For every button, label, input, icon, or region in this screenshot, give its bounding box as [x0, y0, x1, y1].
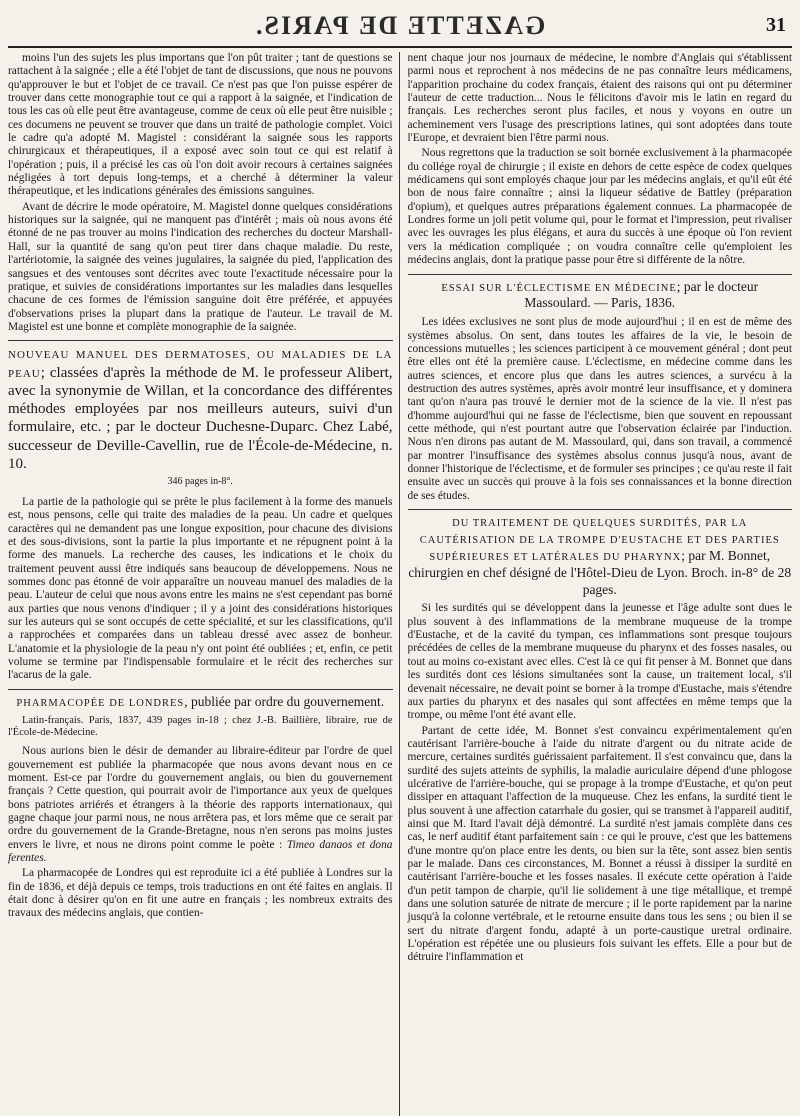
section-divider	[8, 689, 393, 690]
right-column	[400, 52, 793, 1116]
review-title-rest: , publiée par ordre du gouvernement.	[184, 693, 385, 709]
review-title-pharmacopee	[8, 694, 393, 711]
paragraph: La pharmacopée de Londres qui est reproduite ici a été publiée à Londres sur la fin de 1836, et déjà depuis ce temps, trois traductions en ont été faites en anglais. Il était donc à désirer qu'on en fit une autre en français ; les nombreux extraits des travaux des médecins anglais, que contien-	[8, 867, 393, 920]
paragraph: Les idées exclusives ne sont plus de mode aujourd'hui ; il en est de même des systèmes absolus. On sent, dans toutes les affaires de la vie, le besoin de concessions mutuelles ; les sciences participent à ce mouvement général ; dont peut être elles ont été la première cause. L'éclectisme, en médecine comme dans les autres sciences, et encore plus que dans les autres sciences, a survécu à la destruction des autres systèmes, après avoir montré leur insuffisance, et y dominera tant qu'on n'aura pas trouvé le dernier mot de la science de la vie. Il n'est pas d'homme aujourd'hui qui ne fasse de l'éclectisme, bien que souvent en repoussant cette méthode, qui n'est pourtant autre que l'observation éclairée par l'induction. Nous n'en dirons pas autant de M. Massoulard, qui, dans son travail, a commencé par montrer l'insuffisance des systèmes absolus connus jusqu'à nous, avant de donner l'historique de l'éclectisme, et de formuler ses principes ; ce qu'au reste il fait ensuite avec un succès qui prouve à la fois ses connaissances et la bonne direction de ses études.	[407, 316, 792, 502]
review-title-rest: ; par le docteur Massoulard. — Paris, 1836.	[524, 278, 759, 311]
page-number: 31	[766, 14, 786, 36]
review-title-eclectisme	[408, 279, 793, 313]
section-divider	[408, 509, 793, 510]
page-header	[8, 6, 792, 48]
left-column	[8, 52, 400, 1116]
review-title-caps: DU TRAITEMENT DE QUELQUES SURDITÉS, PAR LA CAUTÉRISATION DE LA TROMPE D'EUSTACHE ET DES PARTIES SUPÉRIEURES ET LATÉRALES DU PHARYNX	[419, 518, 780, 563]
review-title-surdites	[408, 514, 793, 598]
paragraph: moins l'un des sujets les plus importans que l'on pût traiter ; tant de questions se rattachent à la saignée ; elle a été l'objet de tant de discussions, que nous ne pouvons qu'approuver le but et l'objet de ce travail. Ce n'est pas que l'on puisse espérer de trouver dans cette monographie tout ce qui a rapport à la saignée, et l'indication de tous les cas où elle peut être avantageuse, comme de ceux où elle peut être nuisible ; ces documens ne peuvent se trouver que dans un traité de pathologie complet. Voici le cadre qu'a adopté M. Magistel : considérant la saignée sous les rapports chirurgicaux et thérapeutiques, il a exposé avec soin tout ce qui est relatif à l'opération ; puis, il a précisé les cas où l'on doit avoir recours à certaines saignées négligées à tort depuis long-temps, et a cherché à déterminer la valeur thérapeutique, et les indications générales des émissions sanguines.	[8, 52, 393, 198]
masthead: GAZETTE DE PARIS.	[254, 11, 546, 40]
review-title-caps: NOUVEAU MANUEL DES DERMATOSES, OU MALADIES DE LA PEAU	[8, 349, 393, 380]
paragraph-text: Nous aurions bien le désir de demander au libraire-éditeur par l'ordre de quel gouvernement est publiée la pharmacopée que nous avons devant nous en ce moment. Est-ce par l'ordre du gouvernement anglais, ou bien du gouvernement français ? Cette question, qui pourrait avoir de l'importance aux yeux de quelques bons patriotes arriérés et étrangers à la théorie des rapports internationaux, qui gagne chaque jour parmi nous, ne nous arrêtera pas, et lors même que ce serait par ordre du gouvernement de la Grande-Bretagne, nous n'en serons pas moins justes envers le livre, et nous ne dirons point comme le poète :	[8, 745, 393, 851]
latin-quote: Timeo danaos et dona ferentes.	[8, 838, 393, 864]
columns	[8, 52, 792, 1116]
paragraph: Si les surdités qui se développent dans la jeunesse et l'âge adulte sont dues le plus souvent à des inflammations de la membrane muqueuse de la trompe d'Eustache, et de la cavité du tympan, ces inflammations sont presque toujours précédées de celles de la membrane muqueuse du pharynx et des fosses nasales, ou tout au moins co-existant avec elles. C'est là ce qui fit penser à M. Bonnet que dans les surdités dont ces lésions simultanées sont la cause, un traitement local, s'il devenait nécessaire, ne devait point se borner à la trompe d'Eustache, mais s'étendre aux parties du pharynx et des nasales qui sont affectées en même temps que la trompe, ou même l'ont été avant elle.	[407, 602, 792, 722]
section-divider	[8, 340, 393, 341]
review-title-rest: ; classées d'après la méthode de M. le professeur Alibert, avec la synonymie de Willan, et la concordance des différentes méthodes employées par nos meilleurs auteurs, suivi d'un formulaire, etc. ; par le docteur Duchesne-Duparc. Chez Labé, successeur de Deville-Cavellin, rue de l'École-de-Médecine, n. 10.	[8, 364, 393, 472]
paragraph: La partie de la pathologie qui se prête le plus facilement à la forme des manuels est, nous pensons, celle qui traite des maladies de la peau. Un cadre et quelques caractères qui ne demandent pas une longue exposition, pour chacune des divisions et des sous-divisions, sont la partie la plus importante et ne répugnent point à la forme des manuels. La recherche des causes, les indications et le choix du traitement peuvent aussi être indiqués sans beaucoup de développemens. Nous ne sommes donc pas étonné de voir apparaître un nouveau manuel des maladies de la peau. L'auteur de celui que nous avons entre les mains ne s'est cependant pas borné aux parties que nous venons d'indiquer ; il y a joint des considérations historiques sur les auteurs qui se sont occupés de cette spécialité, et sur les classifications, qu'il a rapprochées et comparées dans un tableau dressé avec assez de bonheur. L'anatomie et la physiologie de la peau n'y ont point été oubliées ; et, enfin, ce petit volume se termine par l'indispensable formulaire et le récit des recherches sur l'acarus de la gale.	[8, 495, 393, 682]
paragraph: Partant de cette idée, M. Bonnet s'est convaincu expérimentalement qu'en cautérisant l'arrière-bouche à l'aide du nitrate d'argent ou du nitrate acide de mercure, certaines surdités guérissaient parfaitement. Il s'est convaincu que, dans la surdité des sujets atteints de syphilis, la maladie auriculaire dépend d'une phlogose ulcérative de l'arrière-bouche, qui se propage à la trompe d'Eustache, et qu'on peut dissiper en attaquant l'affection de la muqueuse. Chez les enfans, la surdité tient le plus souvent à une affection catarrhale du gosier, qui se transmet à l'appareil auditif, ainsi que M. Itard l'avait déjà démontré. La surdité n'est jamais complète dans ces cas, le nerf auditif étant parfaitement sain : ce qui le prouve, c'est que les battemens d'une montre qu'on place entre les dents, ou bien sur la tête, sont assez bien sentis par le malade. Dans ces circonstances, M. Bonnet a réussi à dissiper la surdité en cautérisant l'arrière-bouche et les fosses nasales. Il exécute cette opération à l'aide d'un petit tampon de charpie, qu'il lie solidement à une tige métallique, et trempé dans une solution saturée de nitrate de mercure ; il le porte rapidement par la narine jusqu'à la colonne vertébrale, et le retourne ensuite dans tous les sens ; ou bien il se sert du nitrate d'argent fondu, adapté à un porte-caustique uretral ordinaire. L'opération est répétée une ou plusieurs fois suivant les effets. Elle a pour but de détruire l'inflammation et	[407, 724, 792, 964]
paragraph: Avant de décrire le mode opératoire, M. Magistel donne quelques considérations historiques sur la saignée, qui ne manquent pas d'intérêt ; mais où nous avons été étonné de ne pas trouver au moins l'indication des recherches du docteur Marshall-Hall, sur la quantité de sang qu'on peut tirer dans chaque maladie. Du reste, l'artériotomie, la saignée des veines jugulaires, la saignée du pied, l'application des sangsues et des ventouses sont décrites avec toute l'exactitude nécessaire pour la pratique, et suivies de considérations importantes sur les maladies dans lesquelles chacune de ces formes de l'émission sanguine doit être préférée, et appuyées d'observations prises la plupart dans la pratique de l'auteur. Le travail de M. Magistel est une bonne et complète monographie de la saignée.	[8, 200, 393, 333]
review-title-caps: PHARMACOPÉE DE LONDRES	[16, 697, 185, 709]
review-title-rest: ; par M. Bonnet, chirurgien en chef désigné de l'Hôtel-Dieu de Lyon. Broch. in-8° de 28 pages.	[408, 547, 792, 597]
paragraph: Nous regrettons que la traduction se soit bornée exclusivement à la pharmacopée du collége royal de chirurgie ; il existe en dehors de cette espèce de codex quelques médicamens qui sont employés chaque jour par les médecins anglais, et qu'il eût été bon de nous faire connaître ; ainsi la liqueur sédative de Battley (préparation d'opium), et quelques autres préparations également connues. La pharmacopée de Londres forme un joli petit volume qui, pour le format et l'impression, peut rivaliser avec les ouvrages les plus élégans, et aura du succès à une époque où l'on revient vers la médication compliquée ; on voudra connaître celle qu'emploient les médecins anglais, dont la pratique passe pour être si différente de la nôtre.	[407, 147, 792, 267]
publication-info: Latin-français. Paris, 1837, 439 pages in-18 ; chez J.-B. Baillière, libraire, rue de l'École-de-Médecine.	[8, 714, 393, 738]
paragraph	[8, 745, 393, 865]
review-title-caps: ESSAI SUR L'ÉCLECTISME EN MÉDECINE	[441, 282, 677, 294]
section-divider	[408, 274, 793, 275]
review-title-dermatoses	[8, 345, 393, 473]
paragraph: nent chaque jour nos journaux de médecine, le nombre d'Anglais qui s'établissent parmi nous et reprochent à nos médecins de ne pas connaître leurs médicamens, l'apparition prochaine du codex français, étaient des raisons qui ont pu déterminer l'auteur de cette traduction... Nous le félicitons d'avoir mis le latin en regard du français. Les recherches seront plus faciles, et nous y voyons en outre un acheminement vers l'usage des prescriptions latines, qui sont adoptées dans toute l'Europe, et devraient bien l'être parmi nous.	[407, 52, 792, 145]
page-count: 346 pages in-8°.	[167, 476, 233, 488]
